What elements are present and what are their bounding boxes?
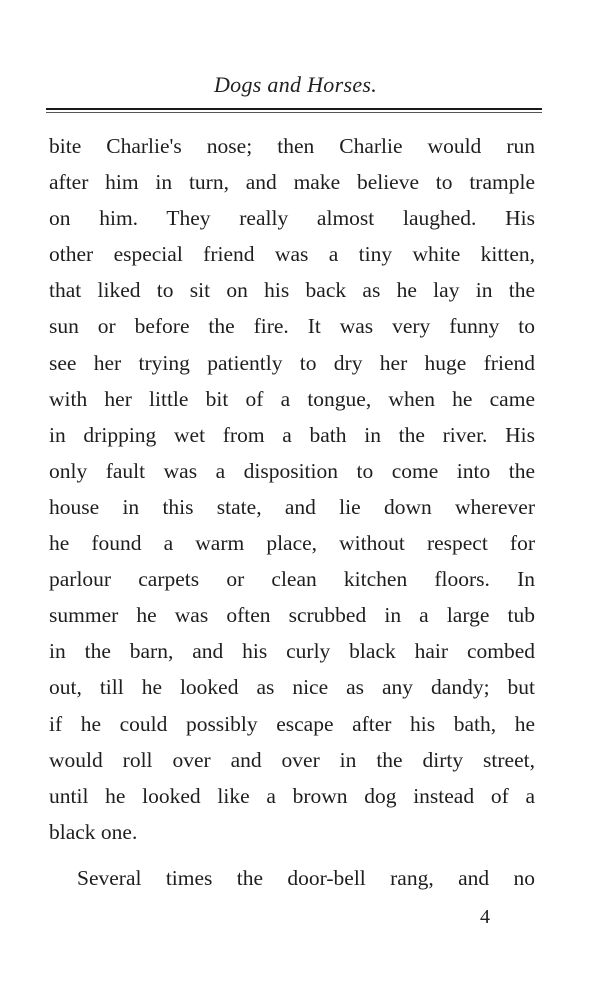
header-rule-thin: [46, 112, 542, 113]
text-line: if he could possibly escape after his bath, he: [49, 711, 535, 736]
text-line: sun or before the fire. It was very funny to: [49, 314, 535, 339]
running-head: Dogs and Horses.: [213, 72, 378, 97]
paragraph-gap: [49, 850, 535, 860]
text-line: would roll over and over in the dirty street,: [49, 747, 535, 772]
text-line: Several times the door-bell rang, and no: [77, 865, 535, 890]
text-line: house in this state, and lie down wherever: [49, 494, 535, 519]
text-line: summer he was often scrubbed in a large tub: [49, 603, 535, 628]
page-number: 4: [480, 906, 490, 928]
paragraph-2: [49, 860, 535, 896]
text-line: that liked to sit on his back as he lay in the: [49, 278, 535, 303]
text-line: other especial friend was a tiny white kitten,: [49, 242, 535, 267]
text-line: parlour carpets or clean kitchen floors. In: [49, 567, 535, 592]
text-line: see her trying patiently to dry her huge friend: [49, 350, 535, 375]
text-line: on him. They really almost laughed. His: [49, 206, 535, 231]
text-line: until he looked like a brown dog instead of a: [49, 783, 535, 808]
header-rule: [46, 108, 542, 110]
text-line: in the barn, and his curly black hair combed: [49, 639, 535, 664]
text-line: after him in turn, and make believe to trample: [49, 170, 535, 195]
paragraph-1: [49, 128, 535, 850]
text-line: out, till he looked as nice as any dandy; but: [49, 675, 535, 700]
text-line: in dripping wet from a bath in the river. His: [49, 422, 535, 447]
text-line: black one.: [49, 819, 138, 844]
text-line: with her little bit of a tongue, when he came: [49, 386, 535, 411]
text-line: he found a warm place, without respect for: [49, 531, 535, 556]
text-line: bite Charlie's nose; then Charlie would run: [49, 134, 535, 158]
body-text: [49, 128, 535, 896]
text-line: only fault was a disposition to come into the: [49, 458, 535, 483]
